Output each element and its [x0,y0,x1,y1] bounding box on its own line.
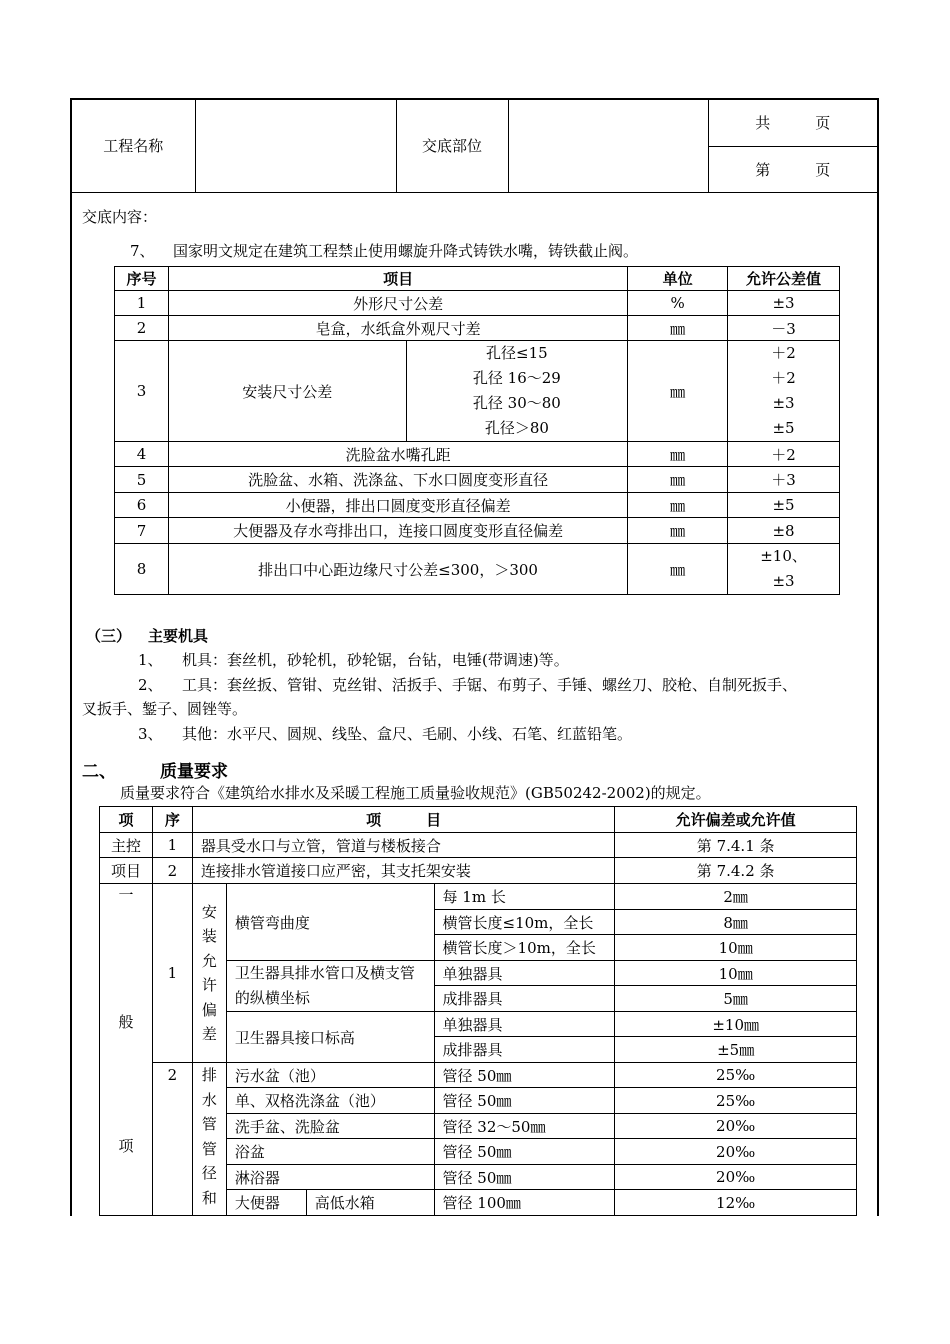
row-no: 7 [115,518,169,544]
row-item: 单、双格洗涤盆（池） [226,1088,434,1114]
table-row [100,858,857,884]
row-item: 洗手盆、洗脸盆 [226,1114,434,1139]
row-condition: 管径 100㎜ [434,1190,615,1216]
row-tolerance: ±3 [728,291,840,316]
t1-header-unit: 单位 [628,267,728,291]
row-allowance: 第 7.4.2 条 [615,858,857,884]
vertical-char: 差 [201,1025,217,1043]
row-allowance: 20‰ [615,1114,857,1139]
general-label-char: 般 [118,1013,134,1031]
general-label-char: 项 [118,1137,134,1155]
table-row [100,1063,857,1088]
row-unit: % [628,291,728,316]
table-row [115,467,840,493]
t2-header-item: 项 目 [192,807,614,833]
t2-header-no: 序 [152,807,192,833]
row-condition: 单独器具 [434,1012,615,1037]
vertical-char: 偏 [201,1000,217,1019]
tools-item-text: 机具：套丝机，砂轮机，砂轮锯，台钻，电锤(带调速)等。 [182,651,569,669]
row-allowance: 10㎜ [615,935,857,961]
g1-vertical-label [192,884,226,1063]
row-condition: 每 1m 长 [434,884,615,910]
table-row [115,518,840,544]
row-allowance: ±5㎜ [615,1037,857,1063]
t1-header-item: 项目 [168,267,627,291]
document-frame [70,98,879,1216]
t2-header-category: 项 [100,807,153,833]
row-allowance: 12‰ [615,1190,857,1216]
vertical-char: 允 [201,951,217,970]
row-item: 器具受水口与立管，管道与楼板接合 [192,833,614,858]
row-allowance: 20‰ [615,1165,857,1190]
row-no: 1 [152,884,192,1063]
tools-item-text-cont: 叉扳手、錾子、圆锉等。 [82,700,248,718]
row-condition: 管径 50㎜ [434,1063,615,1088]
row-item: 皂盒，水纸盒外观尺寸差 [168,316,627,341]
table-row [100,833,857,858]
row-tolerance: ±5 [728,493,840,518]
row-allowance: 25‰ [615,1063,857,1088]
row-unit: ㎜ [628,493,728,518]
row-no: 5 [115,467,169,493]
project-name-value [195,100,396,192]
table-row [115,442,840,467]
row-no: 3 [115,341,169,442]
row-item: 污水盆（池） [226,1063,434,1088]
subitem: 孔径＞80 [484,419,549,437]
row-allowance: ±10㎜ [615,1012,857,1037]
row-condition: 横管长度≤10m，全长 [434,910,615,935]
vertical-char: 许 [201,976,217,994]
row-condition: 成排器具 [434,1037,615,1063]
row-condition: 单独器具 [434,961,615,986]
row-no: 2 [115,316,169,341]
row-condition: 管径 50㎜ [434,1088,615,1114]
table-row [115,544,840,595]
row-allowance: 25‰ [615,1088,857,1114]
row-unit: ㎜ [628,544,728,595]
row-unit: ㎜ [628,442,728,467]
g2-vertical-label [192,1063,226,1216]
row-item: 排出口中心距边缘尺寸公差≤300，＞300 [168,544,627,595]
row-condition: 管径 32～50㎜ [434,1114,615,1139]
tolerance-value: ±10、 [760,547,807,565]
tools-item-text: 工具：套丝扳、管钳、克丝钳、活扳手、手锯、布剪子、手锤、螺丝刀、胶枪、自制死扳手、 [182,676,798,694]
item7-num: 7、 [130,242,155,260]
tolerance-value: ＋2 [771,369,796,387]
tools-item-text: 其他：水平尺、圆规、线坠、盒尺、毛刷、小线、石笔、红蓝铅笔。 [182,725,633,743]
row-tolerance: ＋2 [728,442,840,467]
table-row [100,884,857,910]
row-tolerance [728,341,840,442]
tools-heading-num: （三） [86,627,132,645]
row-allowance: 8㎜ [615,910,857,935]
tools-item-num: 2、 [138,676,163,694]
row-no: 4 [115,442,169,467]
row-tolerance: ±8 [728,518,840,544]
vertical-char: 装 [201,927,217,945]
row-unit: ㎜ [628,467,728,493]
t1-header-no: 序号 [115,267,169,291]
tolerance-value: ±3 [772,572,795,590]
row-tolerance: －3 [728,316,840,341]
row-item: 卫生器具排水管口及横支管的纵横坐标 [226,961,434,1012]
content-label: 交底内容： [82,208,158,226]
main-label: 项目 [100,858,153,884]
general-label-char: 一 [118,886,134,904]
row-item: 淋浴器 [226,1165,434,1190]
row-item: 外形尺寸公差 [168,291,627,316]
vertical-char: 安 [201,902,217,921]
row-unit: ㎜ [628,341,728,442]
row-no: 6 [115,493,169,518]
row-item: 洗脸盆水嘴孔距 [168,442,627,467]
tools-heading: 主要机具 [148,627,209,645]
row-tolerance [728,544,840,595]
subitem: 孔径≤15 [486,344,548,362]
table-row [115,316,840,341]
row-no: 2 [152,858,192,884]
page-number-label: 第 页 [708,146,877,192]
subitem: 孔径 16～29 [472,369,561,387]
row-unit: ㎜ [628,518,728,544]
table-row [115,493,840,518]
row-subitems [406,341,628,442]
row-item: 浴盆 [226,1139,434,1165]
quality-table [99,806,857,1216]
row-condition: 成排器具 [434,986,615,1012]
row-tolerance: ＋3 [728,467,840,493]
t1-header-tolerance: 允许公差值 [728,267,840,291]
quality-heading-num: 二、 [82,762,116,782]
row-allowance: 10㎜ [615,961,857,986]
row-condition: 管径 50㎜ [434,1139,615,1165]
row-item: 卫生器具接口标高 [226,1012,434,1063]
item7-text: 国家明文规定在建筑工程禁止使用螺旋升降式铸铁水嘴，铸铁截止阀。 [173,242,639,260]
tools-item-num: 1、 [138,651,163,669]
tolerance-table [114,266,840,595]
header-table [72,100,877,193]
row-subitem: 高低水箱 [306,1190,434,1216]
total-pages-label: 共 页 [708,100,877,146]
vertical-char: 排 [201,1066,217,1084]
quality-intro: 质量要求符合《建筑给水排水及采暖工程施工质量验收规范》(GB50242-2002)的规定。 [120,784,711,802]
row-item: 横管弯曲度 [226,884,434,961]
row-item: 大便器及存水弯排出口，连接口圆度变形直径偏差 [168,518,627,544]
disclosure-part-label: 交底部位 [396,100,508,192]
row-no: 1 [115,291,169,316]
t2-header-allowance: 允许偏差或允许值 [615,807,857,833]
table-row [115,291,840,316]
row-allowance: 第 7.4.1 条 [615,833,857,858]
vertical-char: 管 [201,1115,217,1133]
tolerance-value: ±3 [772,394,795,412]
row-no: 8 [115,544,169,595]
vertical-char: 水 [201,1090,217,1109]
row-item: 安装尺寸公差 [168,341,406,442]
row-item: 小便器，排出口圆度变形直径偏差 [168,493,627,518]
row-allowance: 5㎜ [615,986,857,1012]
row-item: 洗脸盆、水箱、洗涤盆、下水口圆度变形直径 [168,467,627,493]
tolerance-value: ±5 [772,419,795,437]
tools-item-num: 3、 [138,725,163,743]
vertical-char: 和 [201,1188,217,1207]
general-label [100,884,153,1216]
row-allowance: 20‰ [615,1139,857,1165]
tolerance-value: ＋2 [771,344,796,362]
row-item: 大便器 [226,1190,306,1216]
quality-heading: 质量要求 [160,762,228,782]
subitem: 孔径 30～80 [472,394,561,412]
main-label: 主控 [100,833,153,858]
row-condition: 管径 50㎜ [434,1165,615,1190]
project-name-label: 工程名称 [72,100,195,192]
disclosure-part-value [508,100,708,192]
row-item: 连接排水管道接口应严密，其支托架安装 [192,858,614,884]
row-no: 2 [152,1063,192,1216]
row-unit: ㎜ [628,316,728,341]
vertical-char: 径 [201,1164,217,1182]
row-no: 1 [152,833,192,858]
row-condition: 横管长度＞10m，全长 [434,935,615,961]
row-allowance: 2㎜ [615,884,857,910]
table-row [115,341,840,442]
vertical-char: 管 [201,1139,217,1158]
